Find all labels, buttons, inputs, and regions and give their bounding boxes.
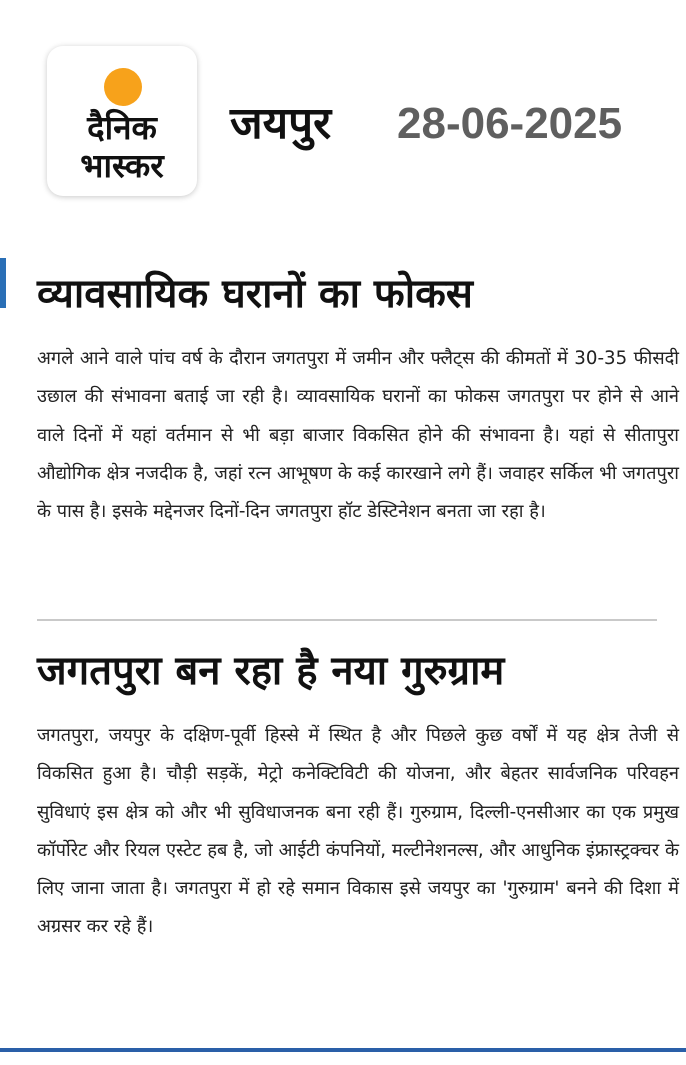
edition-city: जयपुर xyxy=(230,98,332,149)
section1-body: अगले आने वाले पांच वर्ष के दौरान जगतपुरा में जमीन और फ्लैट्स की कीमतों में 30-35 फीसदी उछाल की संभावना बताई जा रही है। व्यावसायिक घरानों का फोकस जगतपुरा पर होने से आने वाले दिनों में यहां वर्तमान से भी बड़ा बाजार विकसित होने की संभावना है। यहां से सीतापुरा औद्योगिक क्षेत्र नजदीक है, जहां रत्न आभूषण के कई कारखाने लगे हैं। जवाहर सर्किल भी जगतपुरा के पास है। इसके मद्देनजर दिनों-दिन जगतपुरा हॉट डेस्टिनेशन बनता जा रहा है। xyxy=(37,348,679,523)
logo-text-line1: दैनिक xyxy=(87,108,157,147)
logo-text-line2: भास्कर xyxy=(80,146,164,185)
dainik-bhaskar-logo xyxy=(47,46,197,196)
sun-icon xyxy=(104,68,142,106)
section1-headline: व्यावसायिक घरानों का फोकस xyxy=(37,271,473,317)
section2-headline: जगतपुरा बन रहा है नया गुरुग्राम xyxy=(37,648,505,694)
section-accent-bar xyxy=(0,258,6,308)
bottom-rule xyxy=(0,1048,686,1052)
section-divider xyxy=(37,619,657,621)
edition-date: 28-06-2025 xyxy=(397,99,623,148)
section2-body: जगतपुरा, जयपुर के दक्षिण-पूर्वी हिस्से में स्थित है और पिछले कुछ वर्षों में यह क्षेत्र तेजी से विकसित हुआ है। चौड़ी सड़कें, मेट्रो कनेक्टिविटी की योजना, और बेहतर सार्वजनिक परिवहन सुविधाएं इस क्षेत्र को और भी सुविधाजनक बना रही हैं। गुरुग्राम, दिल्ली-एनसीआर का एक प्रमुख कॉर्पोरेट और रियल एस्टेट हब है, जो आईटी कंपनियों, मल्टीनेशनल्स, और आधुनिक इंफ्रास्ट्रक्चर के लिए जाना जाता है। जगतपुरा में हो रहे समान विकास इसे जयपुर का 'गुरुग्राम' बनने की दिशा में अग्रसर कर रहे हैं। xyxy=(37,725,679,938)
